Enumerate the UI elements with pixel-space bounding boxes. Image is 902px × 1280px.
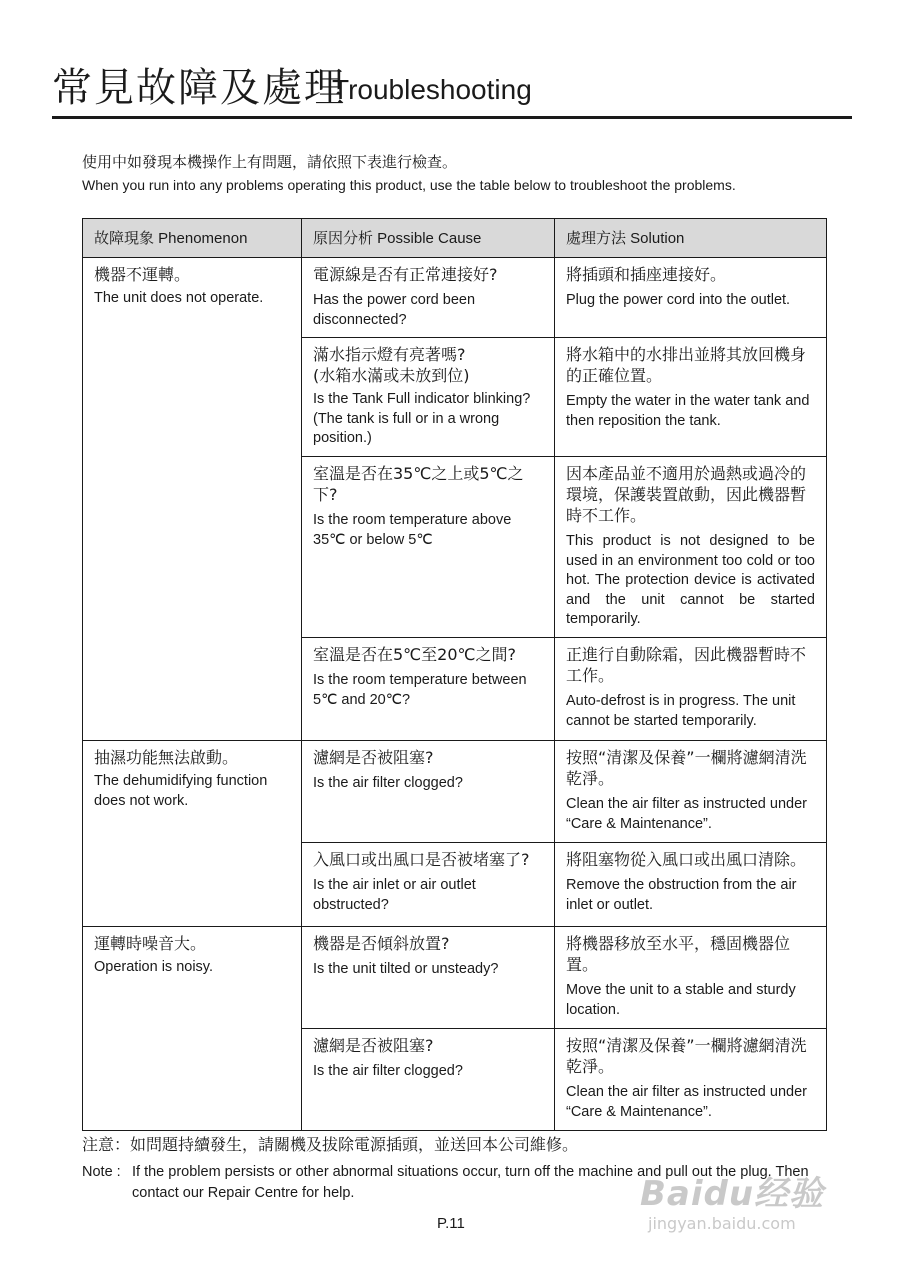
cause-zh: 濾網是否被阻塞? (313, 1036, 434, 1055)
solution-en: Remove the obstruction from the air inlet or outlet. (566, 877, 797, 913)
solution-en: Clean the air filter as instructed under “Care & Maintenance”. (566, 1084, 807, 1120)
baidu-watermark (640, 1166, 825, 1233)
cause-en: Is the room temperature between 5℃ and 20℃? (313, 672, 527, 708)
solution-cell (555, 741, 827, 843)
phenomenon-en: The unit does not operate. (94, 290, 264, 306)
cause-zh: 濾網是否被阻塞? (313, 748, 434, 767)
solution-en: Empty the water in the water tank and then reposition the tank. (566, 393, 810, 429)
cause-cell (302, 843, 555, 927)
solution-cell (555, 843, 827, 927)
solution-cell (555, 258, 827, 338)
cause-cell (302, 1029, 555, 1131)
solution-cell (555, 338, 827, 457)
table-row (83, 258, 827, 338)
solution-zh: 按照“清潔及保養”一欄將濾網清洗乾淨。 (566, 1036, 807, 1076)
table-header-row (83, 219, 827, 258)
cause-zh: 滿水指示燈有亮著嗎? (水箱水滿或未放到位) (313, 345, 470, 385)
solution-en: Plug the power cord into the outlet. (566, 292, 791, 308)
note-body: If the problem persists or other abnormal situations occur, turn off the machine and pull out the plug. Then contact our Repair Centre for help. (132, 1164, 809, 1201)
phenomenon-cell (83, 741, 302, 927)
solution-en: Clean the air filter as instructed under “Care & Maintenance”. (566, 796, 807, 832)
phenomenon-zh: 機器不運轉。 (94, 265, 191, 284)
header-solution: 處理方法 Solution (555, 219, 827, 258)
solution-zh: 將插頭和插座連接好。 (566, 265, 727, 284)
cause-cell (302, 927, 555, 1029)
phenomenon-en: Operation is noisy. (94, 959, 214, 975)
note-label: Note : (82, 1164, 121, 1180)
solution-cell (555, 1029, 827, 1131)
cause-cell (302, 338, 555, 457)
cause-en: Is the Tank Full indicator blinking? (The tank is full or in a wrong position.) (313, 391, 531, 446)
solution-cell (555, 638, 827, 741)
cause-cell (302, 741, 555, 843)
solution-en: Auto-defrost is in progress. The unit cannot be started temporarily. (566, 693, 796, 729)
cause-cell (302, 258, 555, 338)
note-chinese: 注意：如問題持續發生，請關機及拔除電源插頭，並送回本公司維修。 (82, 1135, 579, 1154)
header-phenomenon: 故障現象 Phenomenon (83, 219, 302, 258)
cause-zh: 入風口或出風口是否被堵塞了? (313, 850, 530, 869)
solution-zh: 按照“清潔及保養”一欄將濾網清洗乾淨。 (566, 748, 807, 788)
solution-en: Move the unit to a stable and sturdy location. (566, 982, 796, 1018)
solution-cell (555, 457, 827, 638)
solution-zh: 將阻塞物從入風口或出風口清除。 (566, 850, 807, 869)
cause-en: Is the air filter clogged? (313, 1063, 463, 1079)
cause-zh: 室溫是否在5℃至20℃之間? (313, 645, 516, 664)
cause-en: Is the air inlet or air outlet obstructed? (313, 877, 476, 913)
cause-en: Is the unit tilted or unsteady? (313, 961, 499, 977)
page-title-chinese: 常見故障及處理 (52, 65, 346, 111)
solution-zh: 正進行自動除霜，因此機器暫時不工作。 (566, 645, 807, 685)
cause-zh: 電源線是否有正常連接好? (313, 265, 498, 284)
header-possible-cause: 原因分析 Possible Cause (302, 219, 555, 258)
page-number: P.11 (437, 1215, 465, 1232)
cause-cell (302, 457, 555, 638)
cause-en: Has the power cord been disconnected? (313, 292, 476, 328)
phenomenon-cell (83, 258, 302, 741)
phenomenon-cell (83, 927, 302, 1131)
phenomenon-zh: 運轉時噪音大。 (94, 934, 207, 953)
cause-zh: 室溫是否在35℃之上或5℃之下? (313, 464, 524, 504)
intro-text-chinese: 使用中如發現本機操作上有問題，請依照下表進行檢查。 (82, 153, 458, 171)
phenomenon-zh: 抽濕功能無法啟動。 (94, 748, 239, 767)
solution-zh: 因本產品並不適用於過熱或過冷的環境，保護裝置啟動，因此機器暫時不工作。 (566, 464, 807, 525)
cause-zh: 機器是否傾斜放置? (313, 934, 450, 953)
cause-en: Is the air filter clogged? (313, 775, 463, 791)
table-row (83, 741, 827, 843)
watermark-logo: Baidu经验 (640, 1174, 825, 1214)
title-underline (52, 116, 852, 119)
solution-en: This product is not designed to be used in an environment too cold or too hot. The protection device is activated and the unit cannot be started temporarily. (566, 533, 815, 627)
solution-zh: 將機器移放至水平，穩固機器位置。 (566, 934, 791, 974)
solution-cell (555, 927, 827, 1029)
troubleshooting-table (82, 218, 827, 1131)
cause-en: Is the room temperature above 35℃ or below 5℃ (313, 512, 512, 548)
phenomenon-en: The dehumidifying function does not work. (94, 773, 268, 809)
cause-cell (302, 638, 555, 741)
table-row (83, 927, 827, 1029)
solution-zh: 將水箱中的水排出並將其放回機身的正確位置。 (566, 345, 807, 385)
intro-text-english: When you run into any problems operating this product, use the table below to troubleshoot the problems. (82, 177, 736, 193)
watermark-url: jingyan.baidu.com (648, 1214, 796, 1233)
page-title-english: Troubleshooting (332, 74, 532, 105)
